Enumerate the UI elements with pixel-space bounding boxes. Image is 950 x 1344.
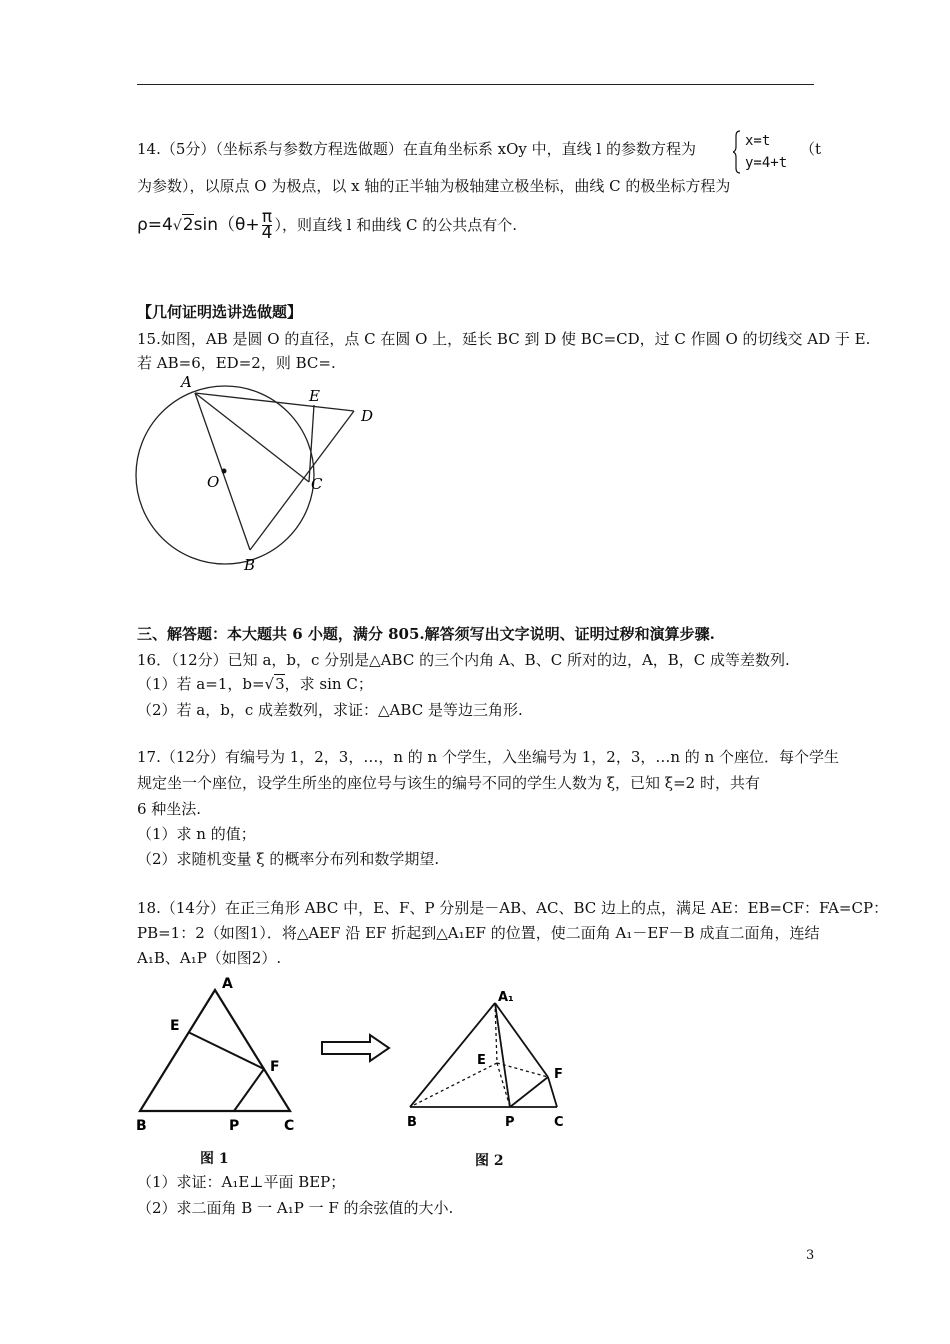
- q16-p1a: （1）若 a=1，b=: [137, 675, 265, 693]
- q18-line2: PB=1：2（如图1）．将△AEF 沿 EF 折起到△A₁EF 的位置，使二面角 A₁－EF－B 成直二面角，连结: [137, 924, 820, 942]
- sin-text: sin（θ+: [193, 215, 260, 235]
- arrow-right-icon: [320, 1033, 392, 1063]
- q16-part1: （1）若 a=1，b=√3，求 sin C；: [137, 675, 373, 693]
- q14-line3: ρ=4√2sin（θ+ $\frac{\pi}{4}$ ），则直线 l 和曲线 C 的公共点有个.: [137, 206, 518, 243]
- line-a1p: [495, 1003, 510, 1107]
- rho-text: ρ=4: [137, 215, 173, 235]
- q16-part2: （2）若 a，b，c 成差数列，求证：△ABC 是等边三角形.: [137, 701, 523, 719]
- line-ep: [497, 1063, 510, 1107]
- line-fp2: [510, 1077, 548, 1107]
- caption-fig2: 图 2: [475, 1153, 504, 1169]
- geo-heading: 【几何证明选讲选做题】: [137, 303, 303, 321]
- q18-line1: 18.（14分）在正三角形 ABC 中，E、F、P 分别是－AB、AC、BC 边上的点，满足 AE：EB=CF：FA=CP：: [137, 899, 889, 917]
- header-rule: [137, 84, 814, 85]
- brace-icon: [733, 130, 741, 174]
- fig1-label-e: E: [170, 1018, 180, 1034]
- figure-1: [130, 970, 310, 1135]
- line-fp: [234, 1069, 264, 1111]
- label-o: O: [207, 473, 220, 491]
- sqrt3: 3: [275, 675, 285, 693]
- fig1-label-b: B: [136, 1118, 147, 1134]
- pi-over-4: [261, 206, 273, 243]
- page-number: 3: [806, 1248, 815, 1263]
- q17-line1: 17.（12分）有编号为 1，2，3，…，n 的 n 个学生，入坐编号为 1，2，3，…n 的 n 个座位．每个学生: [137, 748, 839, 766]
- q17-part2: （2）求随机变量 ξ 的概率分布列和数学期望.: [137, 850, 440, 868]
- circle-o: [136, 386, 314, 564]
- fig1-label-p: P: [229, 1118, 240, 1134]
- four-den: 4: [261, 222, 273, 243]
- q14-line1: 14.（5分）（坐标系与参数方程选做题）在直角坐标系 xOy 中，直线 l 的参数方程为: [137, 140, 697, 158]
- q18-line3: A₁B、A₁P（如图2）.: [137, 949, 282, 967]
- sys-row-1: x=t: [745, 133, 771, 149]
- q18-part2: （2）求二面角 B 一 A₁P 一 F 的余弦值的大小.: [137, 1199, 454, 1217]
- caption-fig1: 图 1: [200, 1151, 229, 1167]
- section3-heading: 三、解答题：本大题共 6 小题，满分 805.解答须写出文字说明、证明过秽和演算步骤.: [137, 625, 715, 643]
- parametric-system: [733, 130, 787, 174]
- fig1-label-a: A: [222, 976, 233, 992]
- q16-line1: 16．（12分）已知 a，b，c 分别是△ABC 的三个内角 A、B、C 所对的边，A，B，C 成等差数列.: [137, 651, 790, 669]
- q18-part1: （1）求证：A₁E⊥平面 BEP；: [137, 1173, 346, 1191]
- fig1-label-f: F: [270, 1059, 280, 1075]
- q16-p1b: ，求 sin C；: [284, 675, 373, 693]
- pi-num: π: [261, 206, 273, 227]
- line-eb: [410, 1063, 497, 1107]
- fig2-label-a1: A₁: [498, 990, 514, 1005]
- fig2-label-f: F: [554, 1067, 563, 1082]
- q14-close: ），则直线 l 和曲线 C 的公共点有个.: [274, 216, 518, 234]
- center-dot: [222, 469, 227, 474]
- line-bd: [250, 411, 354, 550]
- q14-t-open: （t: [800, 140, 822, 158]
- q14-line2: 为参数），以原点 O 为极点，以 x 轴的正半轴为极轴建立极坐标，曲线 C 的极坐标方程为: [137, 177, 731, 195]
- q17-part1: （1）求 n 的值；: [137, 825, 256, 843]
- fig2-label-p: P: [505, 1115, 515, 1130]
- fig1-label-c: C: [284, 1118, 295, 1134]
- line-a1f: [495, 1003, 548, 1077]
- label-e: E: [309, 387, 320, 405]
- triangle-abc: [140, 990, 290, 1111]
- q17-line2: 规定坐一个座位，设学生所坐的座位号与该生的编号不同的学生人数为 ξ，已知 ξ=2 时，共有: [137, 774, 760, 792]
- circle-figure: [125, 372, 385, 577]
- sqrt2: 2: [182, 215, 194, 235]
- label-b: B: [244, 556, 256, 574]
- label-d: D: [361, 407, 374, 425]
- fig2-label-b: B: [407, 1115, 417, 1130]
- label-c: C: [311, 475, 323, 493]
- line-ac: [195, 393, 309, 482]
- fig2-label-e: E: [477, 1053, 486, 1068]
- figure-2: [400, 985, 580, 1135]
- fig2-label-c: C: [554, 1115, 564, 1130]
- q15-line2: 若 AB=6，ED=2，则 BC=.: [137, 354, 336, 372]
- line-ad: [195, 393, 354, 411]
- q15-line1: 15.如图，AB 是圆 O 的直径，点 C 在圆 O 上，延长 BC 到 D 使 BC=CD，过 C 作圆 O 的切线交 AD 于 E.: [137, 330, 871, 348]
- q17-line3: 6 种坐法.: [137, 800, 202, 818]
- label-a: A: [181, 373, 192, 391]
- sys-row-2: y=4+t: [745, 155, 788, 171]
